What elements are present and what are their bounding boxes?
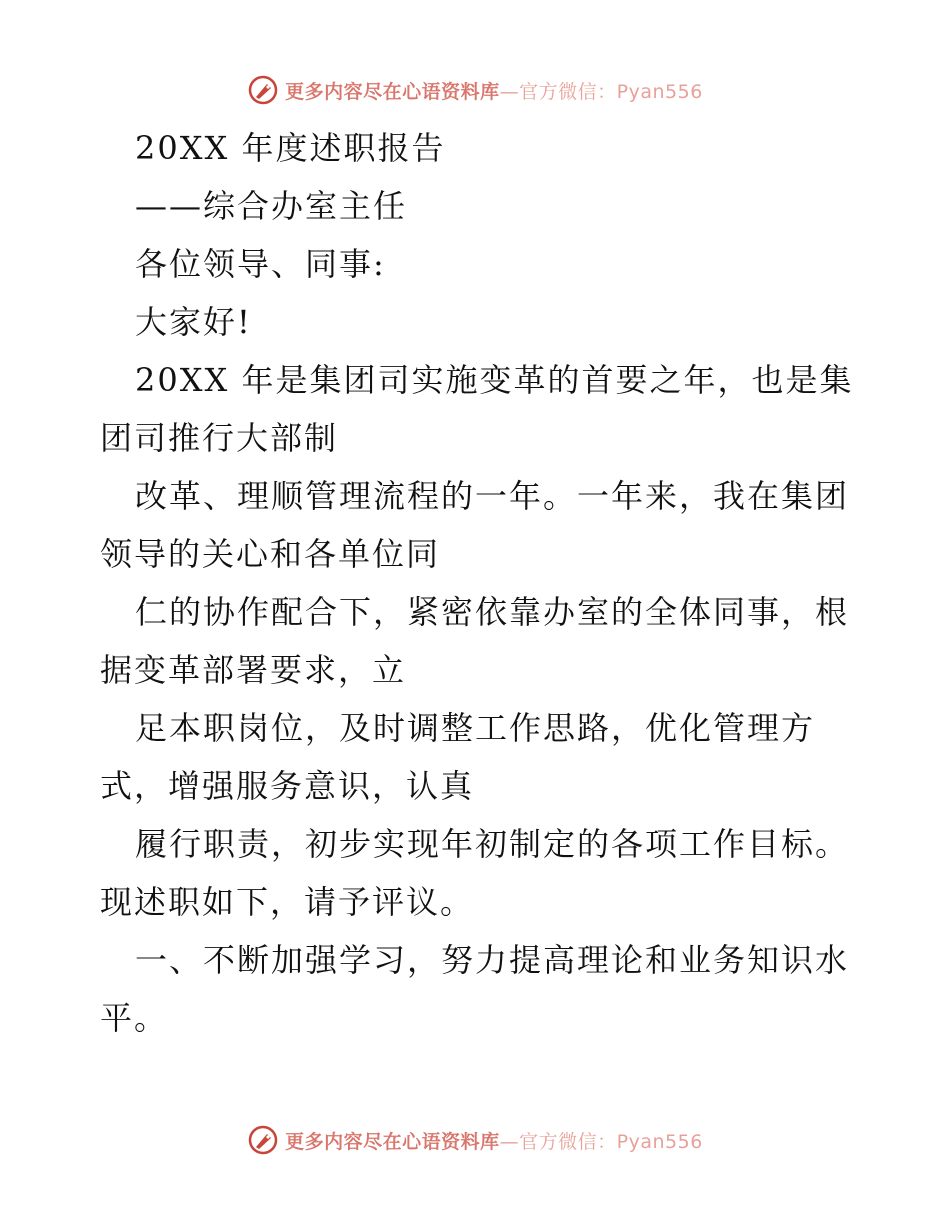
banner-contact-text: —官方微信：Pyan556 bbox=[499, 80, 703, 103]
document-subtitle: ——综合办室主任 bbox=[135, 187, 408, 225]
banner-brand-text: 更多内容尽在心语资料库 bbox=[285, 1130, 500, 1153]
document-salutation: 各位领导、同事: bbox=[135, 245, 386, 283]
paragraph-line: 改革、理顺管理流程的一年。一年来，我在集团 bbox=[135, 477, 850, 515]
paragraph-line: 团司推行大部制 bbox=[100, 419, 339, 457]
paragraph-line: 仁的协作配合下，紧密依靠办室的全体同事，根 bbox=[135, 593, 850, 631]
banner-brand-text: 更多内容尽在心语资料库 bbox=[285, 80, 500, 103]
document-title: 20XX 年度述职报告 bbox=[135, 129, 446, 167]
paragraph-line: 履行职责，初步实现年初制定的各项工作目标。 bbox=[135, 825, 850, 863]
section-heading-line: 平。 bbox=[100, 999, 169, 1037]
paragraph-line: 20XX 年是集团司实施变革的首要之年，也是集 bbox=[135, 361, 854, 399]
footer-watermark-banner bbox=[0, 1120, 950, 1160]
header-watermark-banner bbox=[0, 70, 950, 110]
paragraph-line: 足本职岗位，及时调整工作思路，优化管理方 bbox=[135, 709, 816, 747]
pen-nib-logo-icon bbox=[247, 1124, 279, 1156]
pen-nib-logo-icon bbox=[247, 74, 279, 106]
section-heading-line: 一、不断加强学习，努力提高理论和业务知识水 bbox=[135, 941, 850, 979]
document-greeting: 大家好! bbox=[135, 303, 252, 341]
banner-contact-text: —官方微信：Pyan556 bbox=[499, 1130, 703, 1153]
paragraph-line: 领导的关心和各单位同 bbox=[100, 535, 441, 573]
paragraph-line: 现述职如下，请予评议。 bbox=[100, 883, 475, 921]
paragraph-line: 式，增强服务意识，认真 bbox=[100, 767, 475, 805]
paragraph-line: 据变革部署要求，立 bbox=[100, 651, 407, 689]
